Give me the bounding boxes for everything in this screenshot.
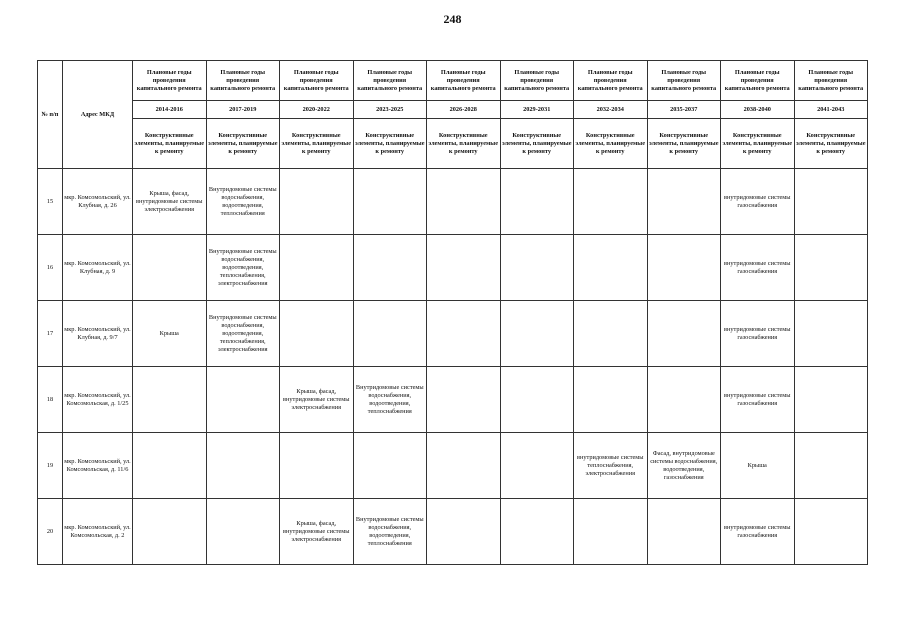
elements-label: Конструктивные элементы, планируемые к ремонту	[206, 119, 280, 169]
table-cell	[647, 301, 721, 367]
table-cell	[206, 433, 280, 499]
elements-label: Конструктивные элементы, планируемые к ремонту	[647, 119, 721, 169]
row-number: 18	[38, 367, 63, 433]
period-title: Плановые годы проведения капитального ремонта	[133, 61, 207, 101]
table-cell: Внутридомовые системы водоснабжения, водоотведения, теплоснабжения	[206, 169, 280, 235]
row-address: мкр. Комсомольский, ул. Клубная, д. 26	[63, 169, 133, 235]
period-years: 2023-2025	[353, 101, 427, 119]
row-number: 15	[38, 169, 63, 235]
table-row	[38, 169, 868, 235]
period-years: 2041-2043	[794, 101, 868, 119]
table-cell	[794, 301, 868, 367]
table-cell	[427, 499, 501, 565]
table-cell	[794, 169, 868, 235]
table-cell	[794, 433, 868, 499]
table-cell	[133, 235, 207, 301]
table-cell: Крыша, фасад, внутридомовые системы электроснабжения	[133, 169, 207, 235]
table-cell: Внутридомовые системы водоснабжения, водоотведения, теплоснабжения, электроснабжения	[206, 301, 280, 367]
table-cell	[500, 301, 574, 367]
table-cell	[647, 169, 721, 235]
table-cell	[500, 433, 574, 499]
period-title: Плановые годы проведения капитального ремонта	[427, 61, 501, 101]
elements-label: Конструктивные элементы, планируемые к ремонту	[353, 119, 427, 169]
table-cell	[794, 499, 868, 565]
period-title: Плановые годы проведения капитального ремонта	[280, 61, 354, 101]
table-cell	[427, 367, 501, 433]
table-cell	[353, 433, 427, 499]
elements-label: Конструктивные элементы, планируемые к ремонту	[427, 119, 501, 169]
row-address: мкр. Комсомольский, ул. Клубная, д. 9	[63, 235, 133, 301]
period-title: Плановые годы проведения капитального ремонта	[574, 61, 648, 101]
table-cell: внутридомовые системы теплоснабжения, электроснабжения	[574, 433, 648, 499]
row-number: 20	[38, 499, 63, 565]
table-cell	[280, 433, 354, 499]
table-row	[38, 499, 868, 565]
period-years: 2026-2028	[427, 101, 501, 119]
row-address: мкр. Комсомольский, ул. Клубная, д. 9/7	[63, 301, 133, 367]
period-years: 2017-2019	[206, 101, 280, 119]
table-cell	[427, 235, 501, 301]
table-cell	[206, 367, 280, 433]
period-years: 2029-2031	[500, 101, 574, 119]
table-cell	[647, 235, 721, 301]
table-cell: внутридомовые системы газоснабжения	[721, 169, 795, 235]
row-number: 16	[38, 235, 63, 301]
table-cell	[427, 301, 501, 367]
table-cell	[574, 367, 648, 433]
table-cell	[280, 169, 354, 235]
table-cell: Крыша	[133, 301, 207, 367]
period-years: 2032-2034	[574, 101, 648, 119]
elements-label: Конструктивные элементы, планируемые к ремонту	[500, 119, 574, 169]
table-cell	[574, 301, 648, 367]
table-row	[38, 235, 868, 301]
row-address: мкр. Комсомольский, ул. Комсомольская, д. 1/25	[63, 367, 133, 433]
table-cell: Крыша, фасад, внутридомовые системы электроснабжения	[280, 499, 354, 565]
table-cell: внутридомовые системы газоснабжения	[721, 235, 795, 301]
header-row-years	[38, 101, 868, 119]
header-row-titles	[38, 61, 868, 101]
table-cell	[794, 367, 868, 433]
elements-label: Конструктивные элементы, планируемые к ремонту	[721, 119, 795, 169]
table-cell	[500, 235, 574, 301]
period-title: Плановые годы проведения капитального ремонта	[721, 61, 795, 101]
period-years: 2038-2040	[721, 101, 795, 119]
table-cell: Внутридомовые системы водоснабжения, водоотведения, теплоснабжения	[353, 499, 427, 565]
period-title: Плановые годы проведения капитального ремонта	[353, 61, 427, 101]
table-cell	[133, 367, 207, 433]
period-title: Плановые годы проведения капитального ремонта	[206, 61, 280, 101]
elements-label: Конструктивные элементы, планируемые к ремонту	[794, 119, 868, 169]
elements-label: Конструктивные элементы, планируемые к ремонту	[133, 119, 207, 169]
column-header-address: Адрес МКД	[63, 61, 133, 169]
table-cell: Фасад, внутридомовые системы водоснабжения, водоотведения, газоснабжения	[647, 433, 721, 499]
table-row	[38, 301, 868, 367]
table-cell	[427, 433, 501, 499]
table-cell	[280, 301, 354, 367]
page-number: 248	[443, 12, 462, 26]
capital-repair-table	[37, 60, 868, 565]
elements-label: Конструктивные элементы, планируемые к ремонту	[280, 119, 354, 169]
table-cell	[427, 169, 501, 235]
period-years: 2035-2037	[647, 101, 721, 119]
period-years: 2014-2016	[133, 101, 207, 119]
table-cell	[353, 235, 427, 301]
row-address: мкр. Комсомольский, ул. Комсомольская, д. 11/6	[63, 433, 133, 499]
table-cell: Крыша, фасад, внутридомовые системы электроснабжения	[280, 367, 354, 433]
table-cell	[353, 169, 427, 235]
row-address: мкр. Комсомольский, ул. Комсомольская, д. 2	[63, 499, 133, 565]
header-row-elements	[38, 119, 868, 169]
table-cell: Внутридомовые системы водоснабжения, водоотведения, теплоснабжения	[353, 367, 427, 433]
table-cell	[647, 499, 721, 565]
table-row	[38, 433, 868, 499]
elements-label: Конструктивные элементы, планируемые к ремонту	[574, 119, 648, 169]
table-cell	[280, 235, 354, 301]
table-cell	[206, 499, 280, 565]
table-cell	[133, 433, 207, 499]
period-title: Плановые годы проведения капитального ремонта	[500, 61, 574, 101]
row-number: 19	[38, 433, 63, 499]
table-cell	[500, 499, 574, 565]
column-header-number: № п/п	[38, 61, 63, 169]
period-years: 2020-2022	[280, 101, 354, 119]
table-cell	[133, 499, 207, 565]
table-cell: внутридомовые системы газоснабжения	[721, 301, 795, 367]
period-title: Плановые годы проведения капитального ремонта	[647, 61, 721, 101]
table-cell: внутридомовые системы газоснабжения	[721, 499, 795, 565]
table-cell	[574, 499, 648, 565]
table-cell	[647, 367, 721, 433]
table-cell: внутридомовые системы газоснабжения	[721, 367, 795, 433]
table-cell	[574, 169, 648, 235]
table-cell: Крыша	[721, 433, 795, 499]
table-cell	[353, 301, 427, 367]
table-cell	[794, 235, 868, 301]
table-cell	[574, 235, 648, 301]
table-row	[38, 367, 868, 433]
row-number: 17	[38, 301, 63, 367]
period-title: Плановые годы проведения капитального ремонта	[794, 61, 868, 101]
table-cell: Внутридомовые системы водоснабжения, водоотведения, теплоснабжения, электроснабжения	[206, 235, 280, 301]
table-cell	[500, 169, 574, 235]
table-cell	[500, 367, 574, 433]
